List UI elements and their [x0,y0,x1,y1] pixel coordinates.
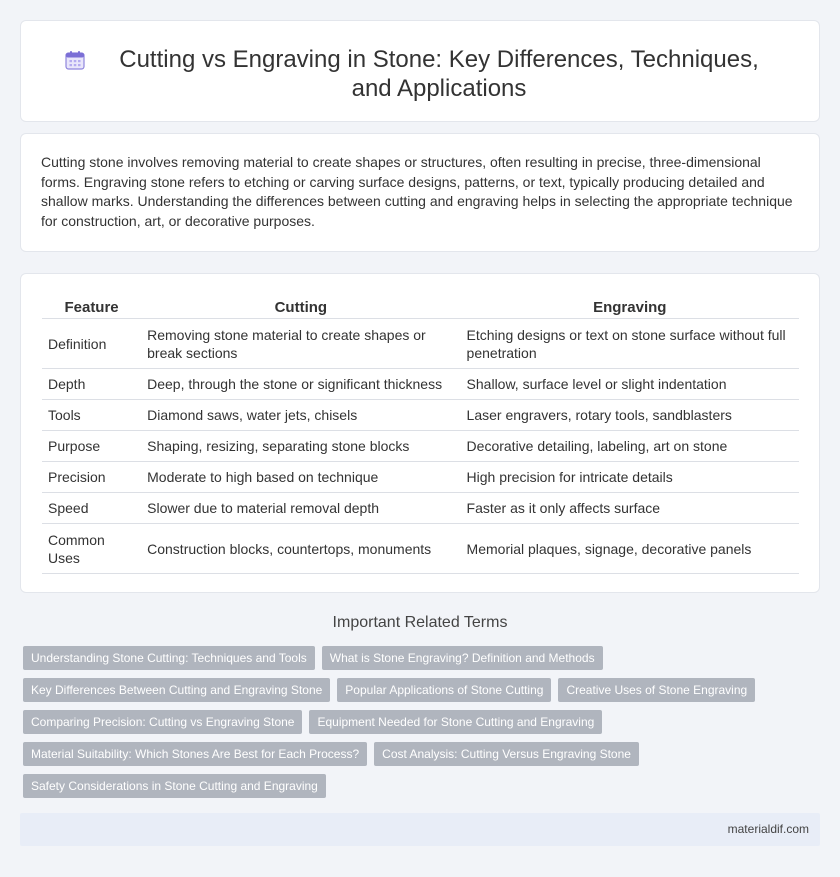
related-term-tag[interactable]: Equipment Needed for Stone Cutting and Engraving [309,710,602,734]
cutting-cell: Removing stone material to create shapes or break sections [141,319,460,369]
related-terms-list [23,646,823,806]
feature-cell: Common Uses [42,524,141,574]
engraving-cell: Laser engravers, rotary tools, sandblasters [461,400,799,431]
related-term-tag[interactable]: Safety Considerations in Stone Cutting and Engraving [23,774,326,798]
related-term-tag[interactable]: Material Suitability: Which Stones Are Best for Each Process? [23,742,367,766]
table-row [42,493,799,524]
engraving-cell: Faster as it only affects surface [461,493,799,524]
intro-paragraph: Cutting stone involves removing material to create shapes or structures, often resulting in precise, three-dimensional forms. Engraving stone refers to etching or carving surface designs, patterns, or text, typically producing detailed and shallow marks. Understanding the differences between cutting and engraving helps in selecting the appropriate technique for construction, art, or decorative purposes. [41,154,793,229]
feature-cell: Purpose [42,431,141,462]
cutting-cell: Deep, through the stone or significant thickness [141,369,460,400]
table-row [42,369,799,400]
engraving-cell: Memorial plaques, signage, decorative panels [461,524,799,574]
related-term-tag[interactable]: Key Differences Between Cutting and Engraving Stone [23,678,330,702]
table-header-row [42,295,799,319]
title-card [20,20,820,122]
table-row [42,431,799,462]
table-row [42,400,799,431]
engraving-cell: Shallow, surface level or slight indentation [461,369,799,400]
related-term-tag[interactable]: What is Stone Engraving? Definition and Methods [322,646,603,670]
page-title: Cutting vs Engraving in Stone: Key Differences, Techniques, and Applications [119,46,759,102]
related-term-tag[interactable]: Understanding Stone Cutting: Techniques and Tools [23,646,315,670]
header-cutting: Cutting [141,295,460,319]
engraving-cell: Decorative detailing, labeling, art on stone [461,431,799,462]
related-term-tag[interactable]: Cost Analysis: Cutting Versus Engraving Stone [374,742,639,766]
feature-cell: Speed [42,493,141,524]
table-row [42,462,799,493]
cutting-cell: Construction blocks, countertops, monuments [141,524,460,574]
cutting-cell: Slower due to material removal depth [141,493,460,524]
table-row [42,524,799,574]
footer [20,813,820,846]
related-term-tag[interactable]: Creative Uses of Stone Engraving [558,678,755,702]
header-feature: Feature [42,295,141,319]
related-terms-heading: Important Related Terms [332,614,508,631]
intro-card [20,133,820,252]
related-term-tag[interactable]: Comparing Precision: Cutting vs Engraving Stone [23,710,302,734]
comparison-card [20,273,820,593]
header-engraving: Engraving [461,295,799,319]
cutting-cell: Moderate to high based on technique [141,462,460,493]
engraving-cell: High precision for intricate details [461,462,799,493]
feature-cell: Tools [42,400,141,431]
feature-cell: Precision [42,462,141,493]
cutting-cell: Shaping, resizing, separating stone blocks [141,431,460,462]
comparison-table [42,295,799,574]
footer-site-link[interactable]: materialdif.com [727,822,809,836]
feature-cell: Depth [42,369,141,400]
table-row [42,319,799,369]
related-term-tag[interactable]: Popular Applications of Stone Cutting [337,678,551,702]
feature-cell: Definition [42,319,141,369]
cutting-cell: Diamond saws, water jets, chisels [141,400,460,431]
engraving-cell: Etching designs or text on stone surface without full penetration [461,319,799,369]
